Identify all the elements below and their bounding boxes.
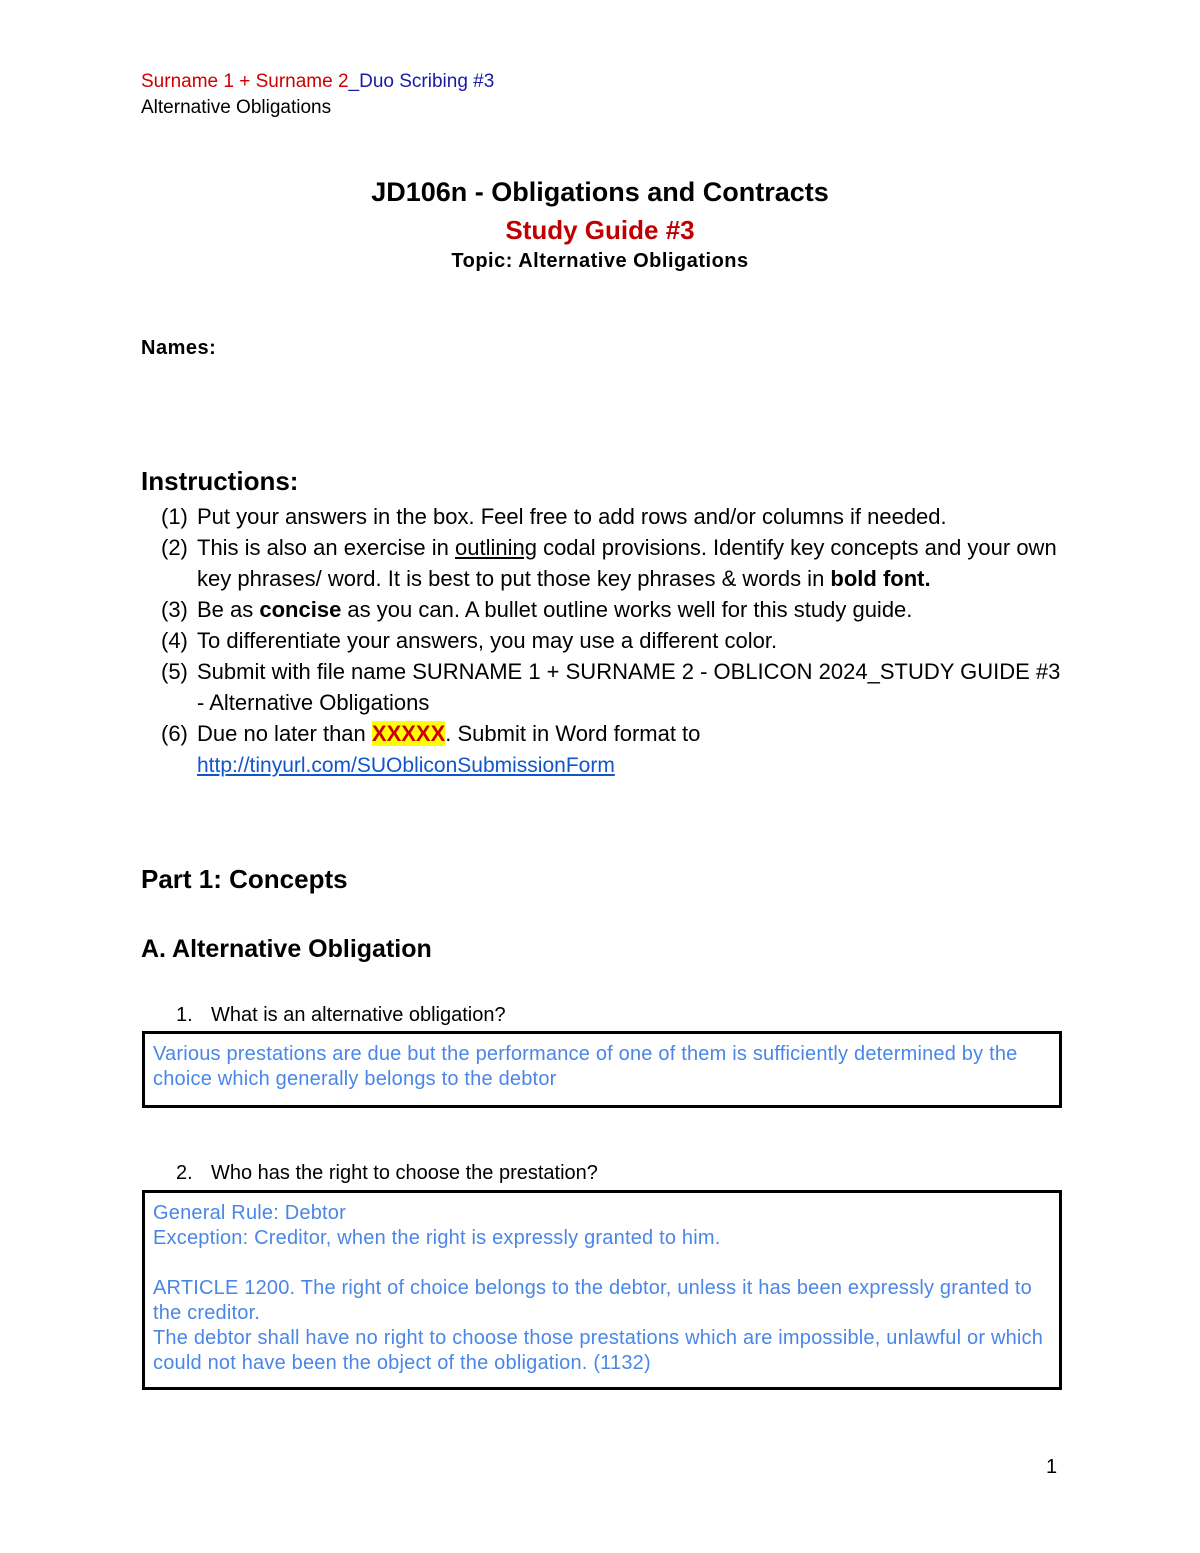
- instruction-text: [197, 718, 1061, 781]
- instruction-item: [161, 501, 1061, 532]
- answer-line: ARTICLE 1200. The right of choice belongs to the debtor, unless it has been expressly granted to the creditor.: [153, 1277, 1032, 1324]
- instruction-number: (1): [161, 504, 188, 529]
- instructions-heading: Instructions:: [141, 466, 299, 496]
- topic-title: Topic: Alternative Obligations: [451, 250, 749, 272]
- instruction-number: (2): [161, 535, 188, 560]
- answer-line: General Rule: Debtor: [153, 1202, 346, 1224]
- instruction-text-part: codal provisions. Identify key concepts and your own key phrases/ word. It is best to put those key phrases & words in: [197, 535, 1057, 591]
- instruction-text: Submit with file name SURNAME 1 + SURNAME 2 - OBLICON 2024_STUDY GUIDE #3 - Alternative Obligations: [197, 659, 1061, 715]
- instruction-text-part: Due no later than: [197, 721, 372, 746]
- instruction-number: (6): [161, 721, 188, 746]
- instruction-text: To differentiate your answers, you may use a different color.: [197, 628, 778, 653]
- bold-word: concise: [259, 597, 342, 622]
- question-number: 2.: [176, 1162, 193, 1184]
- instruction-text: Put your answers in the box. Feel free to add rows and/or columns if needed.: [197, 504, 947, 529]
- instruction-number: (3): [161, 597, 188, 622]
- bold-phrase: bold font.: [830, 566, 931, 591]
- instructions-list: [161, 501, 1061, 781]
- instruction-text-part: . Submit in Word format to: [445, 721, 701, 746]
- instruction-item: [161, 625, 1061, 656]
- instruction-number: (4): [161, 628, 188, 653]
- blank-line: [153, 1251, 1059, 1276]
- underlined-word: outlining: [455, 535, 537, 560]
- question-number: 1.: [176, 1004, 193, 1026]
- instruction-text: [197, 594, 1061, 625]
- instruction-number: (5): [161, 659, 188, 684]
- instruction-text-part: This is also an exercise in: [197, 535, 455, 560]
- answer-box-1[interactable]: [142, 1031, 1062, 1108]
- answer-box-2[interactable]: [142, 1190, 1062, 1390]
- instruction-text-part: as you can. A bullet outline works well for this study guide.: [341, 597, 913, 622]
- part1-heading: Part 1: Concepts: [141, 864, 348, 894]
- instruction-text-part: Be as: [197, 597, 260, 622]
- question-1: [176, 1004, 506, 1027]
- answer-line: The debtor shall have no right to choose those prestations which are impossible, unlawful or which could not have been the object of the obligation. (1132): [153, 1327, 1044, 1374]
- instruction-item: [161, 532, 1061, 594]
- answer-line: Exception: Creditor, when the right is expressly granted to him.: [153, 1227, 721, 1249]
- deadline-highlight: XXXXX: [371, 721, 446, 746]
- course-title: JD106n - Obligations and Contracts: [371, 177, 829, 207]
- question-text: Who has the right to choose the prestation?: [211, 1162, 598, 1184]
- study-guide-title: Study Guide #3: [505, 215, 695, 245]
- answer-text: Various prestations are due but the performance of one of them is sufficiently determined by the choice which generally belongs to the debtor: [153, 1043, 1018, 1090]
- question-text: What is an alternative obligation?: [211, 1004, 506, 1026]
- page-number: 1: [1046, 1456, 1058, 1478]
- names-label: Names:: [141, 337, 217, 359]
- instruction-item: [161, 594, 1061, 625]
- page-header-line1: [141, 70, 494, 94]
- header-names: Surname 1 + Surname 2: [141, 71, 349, 92]
- question-2: [176, 1162, 598, 1185]
- section-a-heading: A. Alternative Obligation: [141, 935, 432, 963]
- page-header-line2: Alternative Obligations: [141, 97, 332, 118]
- instruction-item: [161, 656, 1061, 718]
- instruction-item: [161, 718, 1061, 781]
- submission-link[interactable]: http://tinyurl.com/SUObliconSubmissionForm: [197, 754, 615, 777]
- instruction-text: [197, 532, 1061, 594]
- header-scribing: _Duo Scribing #3: [348, 71, 495, 92]
